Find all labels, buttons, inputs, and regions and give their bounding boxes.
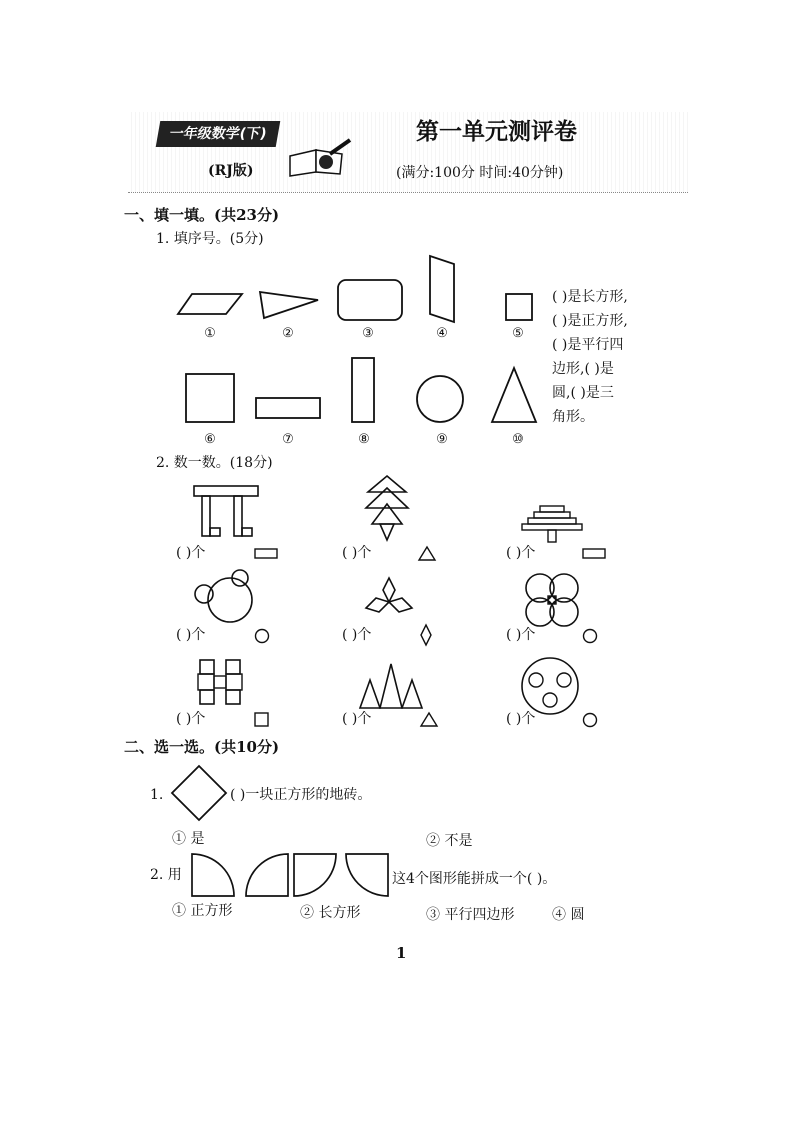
count-blank-6: ( )个 — [506, 627, 536, 643]
shape-label-10: ⑩ — [512, 432, 524, 447]
figure-stacked-rects — [518, 502, 588, 546]
circle-icon — [582, 712, 598, 728]
s2-q2-option-1: ① 正方形 — [172, 903, 233, 919]
rectangle-icon — [254, 548, 278, 560]
figure-rhombus-flower — [364, 576, 414, 626]
count-blank-7: ( )个 — [176, 711, 206, 727]
q1-answer-line-4: 边形,( )是 — [552, 361, 614, 377]
shape-triangle-flat — [256, 288, 326, 322]
square-icon — [254, 712, 270, 728]
shape-label-3: ③ — [362, 326, 374, 341]
count-blank-1: ( )个 — [176, 545, 206, 561]
score-time-info: (满分:100分 时间:40分钟) — [396, 165, 564, 181]
figure-circle-with-circles — [520, 656, 580, 716]
s2-q2-number: 2. 用 — [150, 867, 182, 883]
q1-prompt: 1. 填序号。(5分) — [156, 231, 264, 247]
s2-q1-option-1: ① 是 — [172, 831, 205, 847]
count-blank-4: ( )个 — [176, 627, 206, 643]
count-blank-3: ( )个 — [506, 545, 536, 561]
figure-circles-cluster — [194, 570, 264, 626]
q1-answer-line-5: 圆,( )是三 — [552, 385, 614, 401]
count-blank-2: ( )个 — [342, 545, 372, 561]
count-blank-8: ( )个 — [342, 711, 372, 727]
shape-label-6: ⑥ — [204, 432, 216, 447]
section1-heading: 一、填一填。(共23分) — [124, 206, 280, 224]
header-divider — [128, 192, 688, 193]
shape-label-7: ⑦ — [282, 432, 294, 447]
triangle-icon — [418, 546, 436, 562]
s2-q2-option-2: ② 长方形 — [300, 905, 361, 921]
figure-tree-triangles — [362, 474, 412, 544]
q1-answer-line-2: ( )是正方形, — [552, 313, 628, 329]
shape-label-9: ⑨ — [436, 432, 448, 447]
figure-squares-grid — [196, 658, 248, 710]
shape-label-5: ⑤ — [512, 326, 524, 341]
shape-parallelogram — [176, 290, 246, 320]
s2-q1-number: 1. — [150, 787, 164, 803]
shape-label-4: ④ — [436, 326, 448, 341]
shape-triangle — [490, 366, 540, 426]
circle-icon — [582, 628, 598, 644]
s2-q2-option-4: ④ 圆 — [552, 907, 585, 923]
page-title: 第一单元测评卷 — [416, 118, 577, 145]
s2-q2-option-3: ③ 平行四边形 — [426, 907, 515, 923]
quarter-circle-figures — [190, 852, 390, 898]
s2-q1-option-2: ② 不是 — [426, 833, 473, 849]
circle-icon — [254, 628, 270, 644]
count-blank-5: ( )个 — [342, 627, 372, 643]
triangle-icon — [420, 712, 438, 728]
page-number: 1 — [396, 944, 407, 962]
shape-rounded-rect — [336, 278, 406, 322]
figure-mountain-triangles — [358, 662, 424, 712]
s2-q1-text: ( )一块正方形的地砖。 — [230, 787, 372, 803]
shape-label-1: ① — [204, 326, 216, 341]
shape-label-8: ⑧ — [358, 432, 370, 447]
figure-four-circles — [522, 570, 582, 630]
shape-square — [184, 372, 238, 424]
grade-badge: 一年级数学(下) — [156, 121, 281, 147]
q1-answer-line-1: ( )是长方形, — [552, 289, 628, 305]
shape-tall-rect — [350, 356, 378, 426]
shape-tall-parallelogram — [424, 254, 464, 324]
q1-answer-line-6: 角形。 — [552, 409, 594, 425]
section2-heading: 二、选一选。(共10分) — [124, 738, 280, 756]
s2-q2-text: 这4个图形能拼成一个( )。 — [392, 871, 557, 887]
q1-answer-line-3: ( )是平行四 — [552, 337, 624, 353]
edition-label: (RJ版) — [208, 163, 254, 179]
shape-label-2: ② — [282, 326, 294, 341]
q2-prompt: 2. 数一数。(18分) — [156, 455, 273, 471]
rectangle-icon — [582, 548, 606, 560]
book-pen-icon — [286, 138, 356, 178]
shape-wide-rect — [254, 396, 324, 422]
shape-circle — [414, 374, 468, 426]
diamond-tile-figure — [170, 764, 228, 822]
count-blank-9: ( )个 — [506, 711, 536, 727]
figure-table-rects — [192, 484, 262, 540]
rhombus-icon — [420, 624, 432, 646]
shape-small-square — [504, 292, 536, 322]
